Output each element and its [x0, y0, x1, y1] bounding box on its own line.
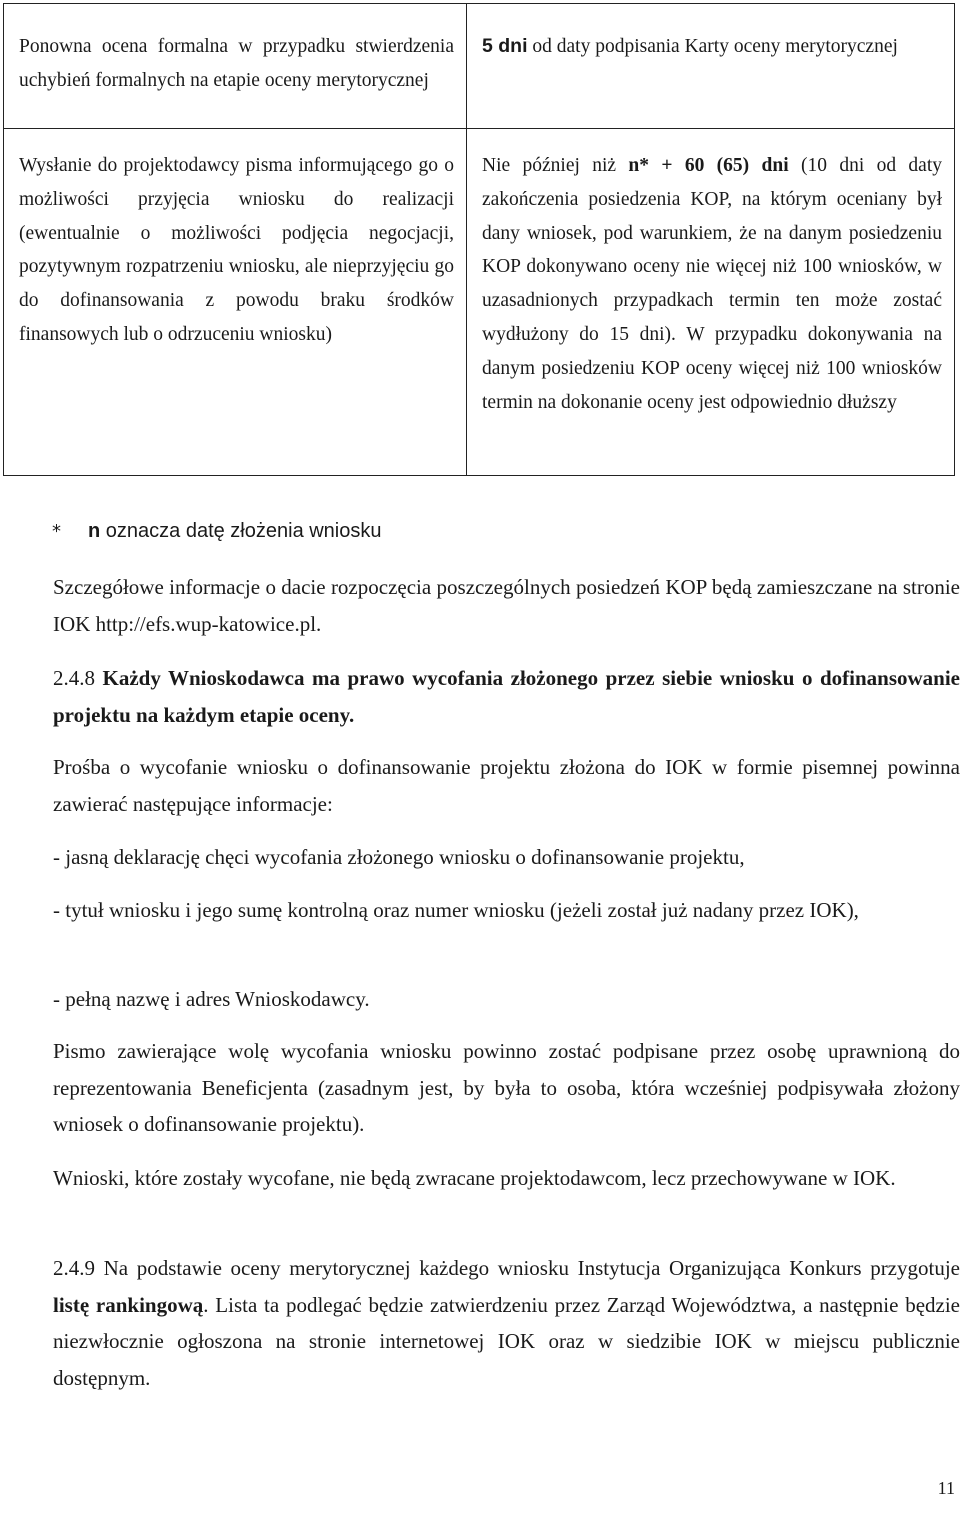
- table-row: [4, 4, 955, 129]
- list-item-text: - tytuł wniosku i jego sumę kontrolną oraz numer wniosku (jeżeli został już nadany przez IOK),: [53, 898, 859, 922]
- cell-text: Nie później niż: [482, 155, 629, 176]
- paragraph-text: Wnioski, które zostały wycofane, nie będą zwracane projektodawcom, lecz przechowywane w IOK.: [53, 1166, 896, 1190]
- paragraph-text: Szczegółowe informacje o dacie rozpoczęcia poszczególnych posiedzeń KOP będą zamieszczane na stronie IOK http://efs.wup-katowice.pl.: [53, 575, 960, 636]
- cell-text: Wysłanie do projektodawcy pisma informującego go o możliwości przyjęcia wniosku do realizacji (ewentualnie o możliwości podjęcia negocjacji, pozytywnym rozpatrzeniu wniosku, ale nieprzyjęciu go do dofinansowania z powodu braku środków finansowych lub o odrzuceniu wniosku): [19, 155, 454, 345]
- table-cell-stage: [4, 4, 467, 129]
- section-2-4-9: [53, 1250, 960, 1396]
- footnote: [52, 520, 382, 543]
- schedule-table: [3, 3, 955, 476]
- section-heading-bold: Każdy Wnioskodawca ma prawo wycofania złożonego przez siebie wniosku o dofinansowanie projektu na każdym etapie oceny.: [53, 666, 960, 727]
- list-item-text: - jasną deklarację chęci wycofania złożonego wniosku o dofinansowanie projektu,: [53, 845, 745, 869]
- table-row: [4, 129, 955, 476]
- asterisk-icon: *: [52, 521, 61, 542]
- paragraph-kop-info: [53, 569, 960, 642]
- section-number: 2.4.8: [53, 666, 103, 690]
- cell-text: (10 dni od daty zakończenia posiedzenia KOP, na którym oceniany był dany wniosek, pod warunkiem, że na danym posiedzeniu KOP dokonywano oceny nie więcej niż 100 wniosków, w uzasadnionych przypadkach termin ten może zostać wydłużony do 15 dni). W przypadku dokonywania na danym posiedzeniu KOP oceny więcej niż 100 wniosków termin na dokonanie oceny jest odpowiednio dłuższy: [482, 155, 943, 413]
- cell-text: od daty podpisania Karty oceny merytorycznej: [527, 36, 898, 57]
- footnote-symbol: n: [88, 520, 101, 542]
- cell-text: Ponowna ocena formalna w przypadku stwierdzenia uchybień formalnych na etapie oceny merytorycznej: [19, 36, 454, 91]
- paragraph-text: . Lista ta podlegać będzie zatwierdzeniu przez Zarząd Województwa, a następnie będzie niezwłocznie ogłoszona na stronie internetowej IOK oraz w siedzibie IOK w miejscu publicznie dostępnym.: [53, 1292, 960, 1390]
- paragraph-withdrawal-request: [53, 749, 960, 822]
- paragraph-text: Prośba o wycofanie wniosku o dofinansowanie projektu złożona do IOK w formie pisemnej powinna zawierać następujące informacje:: [53, 755, 960, 816]
- ranking-list-bold: listę rankingową: [53, 1292, 204, 1317]
- paragraph-text: Pismo zawierające wolę wycofania wniosku powinno zostać podpisane przez osobę uprawnioną do reprezentowania Beneficjenta (zasadnym jest, by była to osoba, która wcześniej podpisywała złożony wniosek o dofinansowanie projektu).: [53, 1039, 960, 1136]
- footnote-text: oznacza datę złożenia wniosku: [100, 520, 382, 542]
- list-item: [53, 839, 960, 876]
- list-item: [53, 981, 960, 1018]
- paragraph-signature: [53, 1033, 960, 1143]
- paragraph-withdrawn-applications: [53, 1160, 960, 1197]
- table-cell-deadline: [467, 4, 955, 129]
- table-cell-stage: [4, 129, 467, 476]
- list-item-text: - pełną nazwę i adres Wnioskodawcy.: [53, 987, 370, 1011]
- paragraph-text: 2.4.9 Na podstawie oceny merytorycznej każdego wniosku Instytucja Organizująca Konkurs przygotuje: [53, 1256, 960, 1280]
- page-number: 11: [937, 1478, 955, 1498]
- list-item: [53, 892, 960, 929]
- deadline-bold: 5 dni: [482, 35, 528, 57]
- section-2-4-8-heading: [53, 660, 960, 733]
- table-cell-deadline: [467, 129, 955, 476]
- deadline-bold: n* + 60 (65) dni: [628, 155, 789, 176]
